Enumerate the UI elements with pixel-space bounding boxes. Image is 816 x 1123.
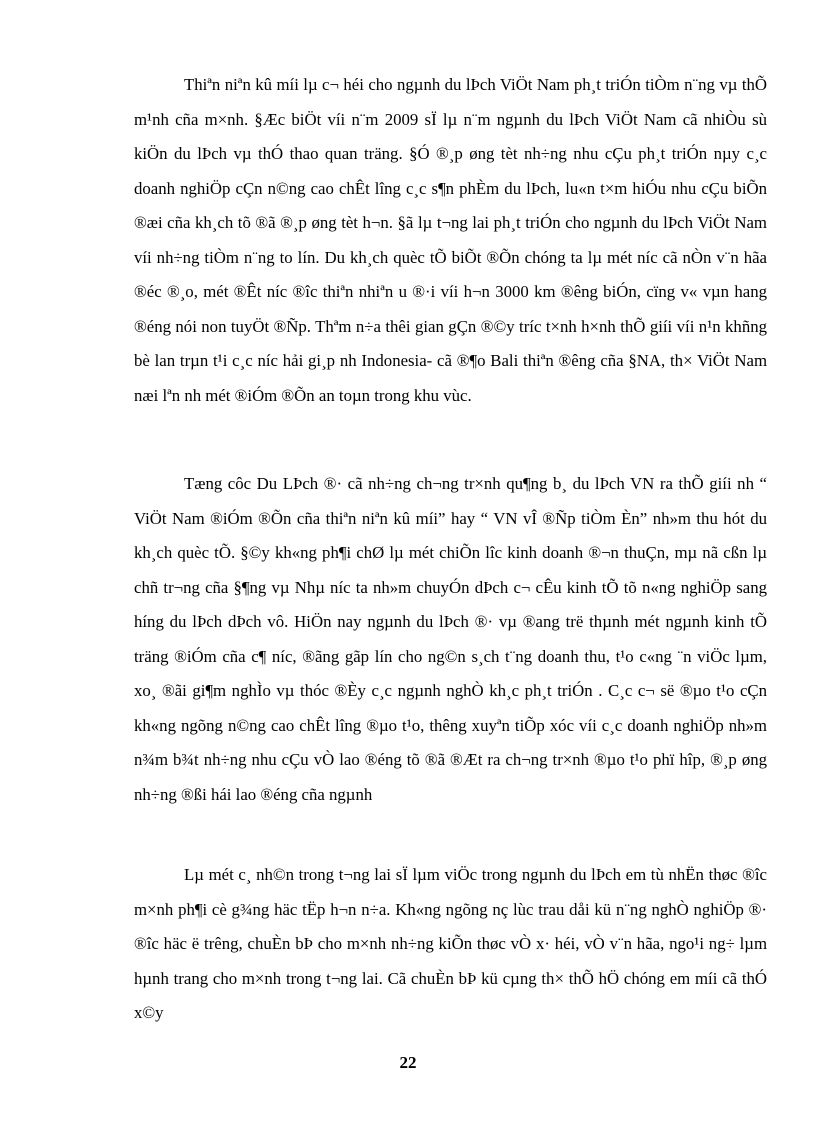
body-paragraph-2: Tæng côc Du LÞch ®· cã nh÷ng ch¬ng tr×nh qu¶ng b¸ du lÞch VN ra thÕ giíi nh “ ViÖt Nam ®iÓm ®Õn cña thiªn niªn kû míi” hay “ VN vÎ ®Ñp tiÒm Èn” nh»m thu hót du kh¸ch quèc tÕ. §©y kh«ng ph¶i chØ lµ mét chiÕn lîc kinh doanh ®¬n thuÇn, mµ nã cßn lµ chñ tr¬ng cña §¶ng vµ Nhµ níc ta nh»m chuyÓn dÞch c¬ cÊu kinh tÕ tõ n«ng nghiÖp sang híng du lÞch dÞch vô. HiÖn nay ngµnh du lÞch ®· vµ ®ang trë thµnh mét ngµnh kinh tÕ träng ®iÓm cña c¶ níc, ®ãng gãp lín cho ng©n s¸ch t¨ng doanh thu, t¹o c«ng ¨n viÖc lµm, xo¸ ®ãi gi¶m nghÌo vµ thóc ®Èy c¸c ngµnh nghÒ kh¸c ph¸t triÓn . C¸c c¬ së ®µo t¹o cÇn kh«ng ngõng n©ng cao chÊt lîng ®µo t¹o, thêng xuyªn tiÕp xóc víi c¸c doanh nghiÖp nh»m n¾m b¾t nh÷ng nhu cÇu vÒ lao ®éng tõ ®ã ®Æt ra ch¬ng tr×nh ®µo t¹o phï hîp, ®¸p øng nh÷ng ®ßi hái lao ®éng cña ngµnh: [134, 474, 767, 804]
body-paragraph-3: Lµ mét c¸ nh©n trong t¬ng lai sÏ lµm viÖc trong ngµnh du lÞch em tù nhËn thøc ®îc m×nh ph¶i cè g¾ng häc tËp h¬n n÷a. Kh«ng ngõng nç lùc trau dåi kü n¨ng nghÒ nghiÖp ®· ®îc häc ë trêng, chuÈn bÞ cho m×nh nh÷ng kiÕn thøc vÒ x· héi, vÒ v¨n hãa, ngo¹i ng÷ lµm hµnh trang cho m×nh trong t¬ng lai. Cã chuÈn bÞ kü cµng th× thÕ hÖ chóng em míi cã thÓ x©y: [134, 865, 767, 1023]
page-number: 22: [399, 1053, 417, 1072]
body-paragraph-1: Thiªn niªn kû míi lµ c¬ héi cho ngµnh du lÞch ViÖt Nam ph¸t triÓn tiÒm n¨ng vµ thÕ m¹nh cña m×nh. §Æc biÖt víi n¨m 2009 sÏ lµ n¨m ngµnh du lÞch ViÖt Nam cã nhiÒu sù kiÖn du lÞch vµ thÓ thao quan träng. §Ó ®¸p øng tèt nh÷ng nhu cÇu ph¸t triÓn nµy c¸c doanh nghiÖp cÇn n©ng cao chÊt lîng c¸c s¶n phÈm du lÞch, lu«n t×m hiÓu nhu cÇu biÕn ®æi cña kh¸ch tõ ®ã ®¸p øng tèt h¬n. §ã lµ t¬ng lai ph¸t triÓn cho ngµnh du lÞch ViÖt Nam víi nh÷ng tiÒm n¨ng to lín. Du kh¸ch quèc tÕ biÕt ®Õn chóng ta lµ mét níc cã nÒn v¨n hãa ®éc ®¸o, mét ®Êt níc ®îc thiªn nhiªn u ®·i víi h¬n 3000 km ®êng biÓn, cïng v« vµn hang ®éng nói non tuyÖt ®Ñp. Thªm n÷a thêi gian gÇn ®©y tríc t×nh h×nh thÕ giíi víi n¹n khñng bè lan trµn t¹i c¸c níc hải gi¸p nh Indonesia- cã ®¶o Bali thiªn ®êng cña §NA, th× ViÖt Nam næi lªn nh mét ®iÓm ®Õn an toµn trong khu vùc.: [134, 75, 767, 405]
